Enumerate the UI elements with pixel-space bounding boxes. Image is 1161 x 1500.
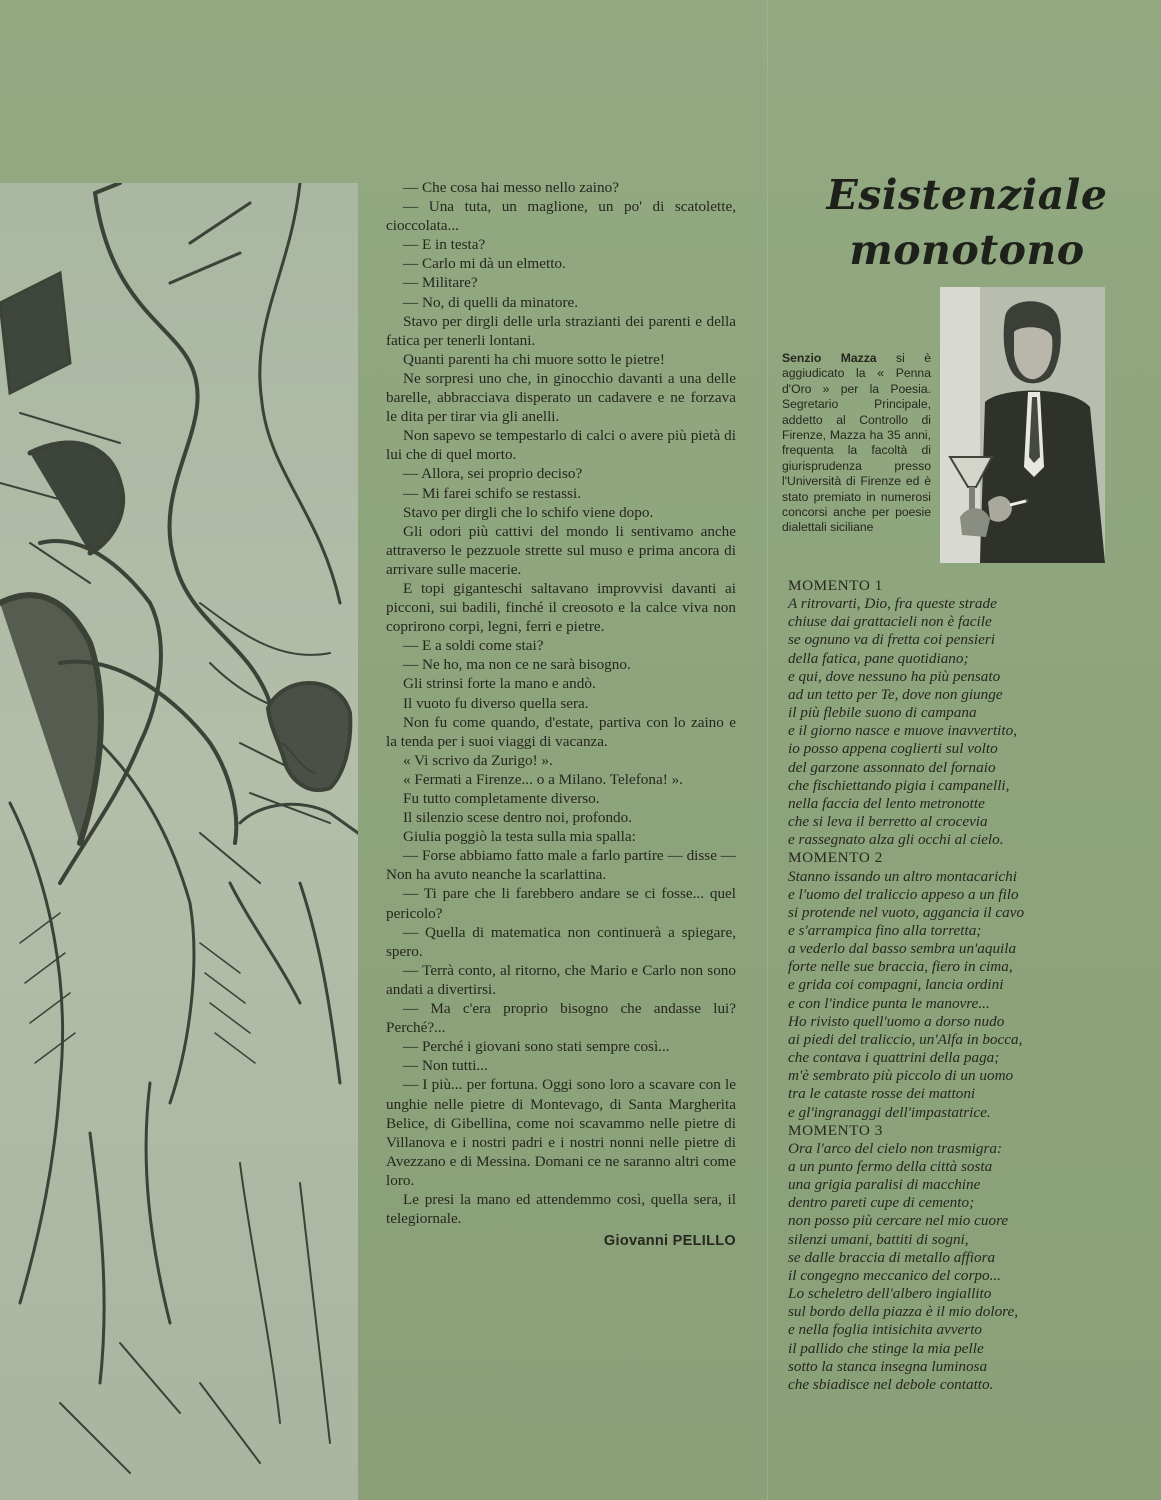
bio-name: Senzio Mazza	[782, 351, 877, 365]
story-paragraph: Non sapevo se tempestarlo di calci o avere più pietà di lui che di quel morto.	[386, 427, 736, 464]
story-paragraph: — Militare?	[403, 274, 478, 292]
story-paragraph: — Perché i giovani sono stati sempre così...	[403, 1038, 670, 1056]
story-paragraph: Stavo per dirgli che lo schifo viene dopo.	[403, 503, 654, 521]
poem-line: e nella foglia intisichita avverto	[788, 1321, 983, 1339]
poem-line: della fatica, pane quotidiano;	[788, 649, 969, 667]
poem-line: del garzone assonnato del fornaio	[788, 758, 996, 776]
poem-line: che fischiettando pigia i campanelli,	[788, 776, 1010, 794]
bio-paragraph	[782, 351, 931, 536]
poem-line: dentro pareti cupe di cemento;	[788, 1194, 975, 1212]
story-paragraph: — Non tutti...	[403, 1057, 488, 1075]
poem-line: chiuse dai grattacieli non è facile	[788, 613, 992, 631]
story-author: Giovanni PELILLO	[603, 1233, 736, 1250]
poem-line: m'è sembrato più piccolo di un uomo	[788, 1067, 1014, 1085]
story-paragraph: Ne sorpresi uno che, in ginocchio davanti a una delle barelle, abbracciava disperato un cadavere e ne forzava le dita per tirar via gli anelli.	[386, 369, 736, 426]
portrait-drawing	[940, 287, 1105, 563]
story-paragraph: Fu tutto completamente diverso.	[403, 790, 600, 807]
poem	[788, 577, 1158, 1394]
poem-line: il pallido che stinge la mia pelle	[788, 1339, 984, 1357]
headline-line-2: monotono	[849, 226, 1085, 274]
story-paragraph: « Vi scrivo da Zurigo! ».	[403, 751, 553, 769]
headline-line-1: Esistenziale	[826, 171, 1108, 219]
poem-line: nella faccia del lento metronotte	[788, 794, 985, 812]
charcoal-illustration	[0, 183, 358, 1500]
story-paragraph: — E a soldi come stai?	[403, 637, 544, 655]
story-paragraph: E topi giganteschi saltavano improvvisi davanti ai picconi, sui badili, finché il creosoto e la calce viva non coprirono corpi, legni, ferri e pietre.	[386, 579, 736, 636]
poem-line: e l'uomo del traliccio appeso a un filo	[788, 885, 1019, 903]
story-paragraph: — Che cosa hai messo nello zaino?	[403, 179, 619, 196]
story-paragraph: « Fermati a Firenze... o a Milano. Telefona! ».	[403, 770, 683, 788]
story-paragraph: Stavo per dirgli delle urla strazianti dei parenti e della fatica per tenerli lontani.	[386, 312, 736, 349]
poem-line: e con l'indice punta le manovre...	[788, 994, 990, 1012]
poem-line: sul bordo della piazza è il mio dolore,	[788, 1303, 1019, 1321]
poem-line: sotto la stanca insegna luminosa	[788, 1357, 988, 1375]
poem-line: che sbiadisce nel debole contatto.	[788, 1375, 994, 1393]
poem-line: A ritrovarti, Dio, fra queste strade	[788, 595, 997, 613]
poem-line: non posso più cercare nel mio cuore	[788, 1212, 1009, 1230]
story-paragraph: — No, di quelli da minatore.	[403, 293, 579, 311]
story-paragraph: — Allora, sei proprio deciso?	[403, 465, 583, 483]
bio-text: si è aggiudicato la « Penna d'Oro » per la Poesia. Segretario Principale, addetto al Controllo di Firenze, Mazza ha 35 anni, frequenta la facoltà di giurisprudenza presso l'Università di Firenze ed è stato premiato in numerosi concorsi anche per poesie dialettali siciliane	[782, 351, 931, 535]
poem-line: Stanno issando un altro montacarichi	[788, 867, 1017, 885]
poem-line: il congegno meccanico del corpo...	[788, 1266, 1001, 1284]
poem-section-title: MOMENTO 3	[788, 1121, 883, 1139]
poem-line: ai piedi del traliccio, un'Alfa in bocca,	[788, 1030, 1023, 1048]
poem-line: una grigia paralisi di macchine	[788, 1176, 981, 1194]
story-paragraph: Gli strinsi forte la mano e andò.	[403, 675, 596, 693]
poem-line: e grida coi compagni, lancia ordini	[788, 976, 1004, 994]
poem-line: tra le cataste rosse dei mattoni	[788, 1085, 976, 1103]
story-paragraph: — Forse abbiamo fatto male a farlo partire — disse — Non ha avuto neanche la scarlattina.	[386, 847, 736, 884]
poem-line: Lo scheletro dell'albero ingiallito	[788, 1285, 992, 1303]
story-paragraph: — Ma c'era proprio bisogno che andasse lui? Perché?...	[386, 1000, 736, 1037]
story-paragraph: — Una tuta, un maglione, un po' di scatolette, cioccolata...	[386, 198, 736, 235]
poem-line: e il giorno nasce e muove inavvertito,	[788, 722, 1018, 740]
poem-line: il più flebile suono di campana	[788, 704, 977, 722]
story-paragraph: Il silenzio scese dentro noi, profondo.	[403, 809, 633, 827]
story-paragraph: Giulia poggiò la testa sulla mia spalla:	[403, 828, 636, 846]
story-column	[386, 178, 736, 1251]
poem-section-title: MOMENTO 1	[788, 577, 883, 594]
author-bio	[782, 351, 931, 536]
column-divider	[767, 0, 768, 1500]
illustration-drawing	[0, 183, 358, 1500]
article-headline	[782, 168, 1152, 278]
poem-line: io posso appena coglierti sul volto	[788, 740, 998, 758]
story-paragraph: Quanti parenti ha chi muore sotto le pietre!	[403, 350, 665, 368]
author-portrait-photo	[940, 287, 1105, 563]
story-paragraph: Il vuoto fu diverso quella sera.	[403, 694, 589, 712]
poem-line: che si leva il berretto al crocevia	[788, 813, 988, 831]
story-paragraph: — Quella di matematica non continuerà a spiegare, spero.	[386, 923, 736, 960]
poem-line: e gl'ingranaggi dell'impastatrice.	[788, 1103, 991, 1121]
story-paragraph: — Ti pare che li farebbero andare se ci fosse... quel pericolo?	[386, 885, 736, 922]
poem-line: che contava i quattrini della paga;	[788, 1049, 1000, 1067]
poem-line: e rassegnato alza gli occhi al cielo.	[788, 831, 1004, 849]
poem-line: se ognuno va di fretta coi pensieri	[788, 631, 995, 649]
story-paragraph: Le presi la mano ed attendemmo così, quella sera, il telegiornale.	[386, 1190, 736, 1228]
poem-line: e s'arrampica fino alla torretta;	[788, 921, 982, 939]
poem-line: Ho rivisto quell'uomo a dorso nudo	[788, 1012, 1005, 1030]
poem-line: Ora l'arco del cielo non trasmigra:	[788, 1139, 1003, 1157]
poem-line: si protende nel vuoto, aggancia il cavo	[788, 903, 1025, 921]
poem-line: forte nelle sue braccia, fiero in cima,	[788, 958, 1013, 976]
poem-line: ad un tetto per Te, dove non giunge	[788, 685, 1003, 703]
story-paragraph: Gli odori più cattivi del mondo li sentivamo anche attraverso le pezzuole strette sul muso e prima ancora di arrivare sulle macerie.	[386, 522, 736, 578]
poem-line: a vederlo dal basso sembra un'aquila	[788, 940, 1017, 958]
story-paragraph: — E in testa?	[403, 236, 486, 254]
story-paragraph: — Ne ho, ma non ce ne sarà bisogno.	[403, 656, 631, 674]
poem-line: e qui, dove nessuno ha più pensato	[788, 667, 1001, 685]
poem-section-title: MOMENTO 2	[788, 849, 883, 867]
story-paragraph: — Carlo mi dà un elmetto.	[403, 255, 566, 273]
poem-line: silenzi umani, battiti di sogni,	[788, 1230, 969, 1248]
story-paragraph: — Terrà conto, al ritorno, che Mario e Carlo non sono andati a divertirsi.	[386, 961, 736, 998]
story-paragraph: — I più... per fortuna. Oggi sono loro a scavare con le unghie nelle pietre di Montevago, di Santa Margherita Belice, di Gibellina, come noi scavammo nelle pietre di Villanova e i nostri padri e i nostri nonni nelle pietre di Avezzano e di Messina. Domani ce ne saranno altri come loro.	[386, 1076, 736, 1189]
poem-line: se dalle braccia di metallo affiora	[788, 1248, 996, 1266]
story-paragraph: Non fu come quando, d'estate, partiva con lo zaino e la tenda per i suoi viaggi di vacanza.	[386, 713, 736, 750]
poem-line: a un punto fermo della città sosta	[788, 1158, 993, 1175]
story-paragraph: — Mi farei schifo se restassi.	[403, 484, 581, 502]
